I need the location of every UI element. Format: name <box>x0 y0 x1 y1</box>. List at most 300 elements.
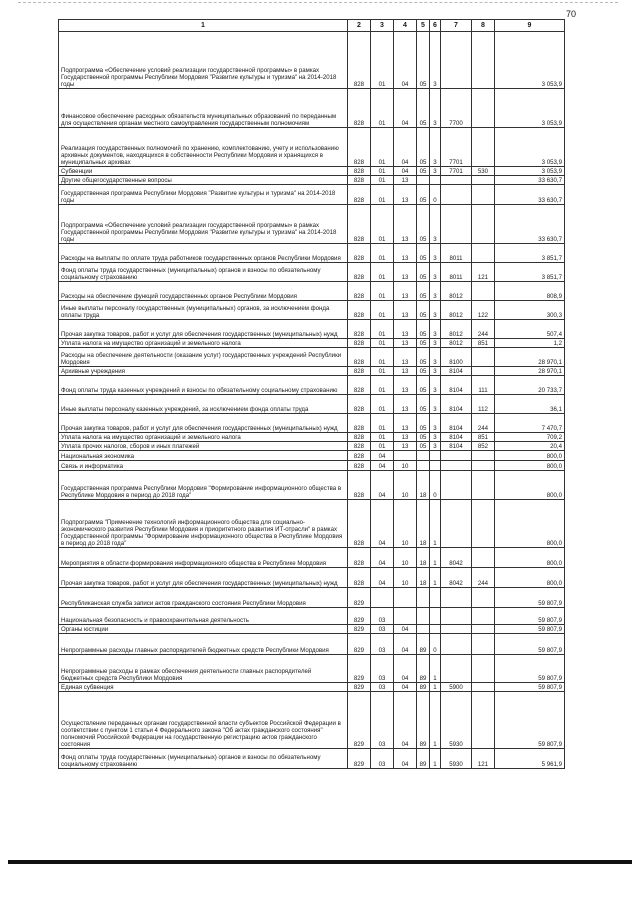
table-row <box>59 282 565 301</box>
cell-section: 01 <box>371 339 394 348</box>
cell-amount: 1,2 <box>495 339 565 348</box>
row-description: Расходы на выплаты по оплате труда работников государственных органов Республики Мордовия <box>59 244 348 263</box>
cell-program: 05 <box>417 367 430 376</box>
cell-program: 89 <box>417 692 430 749</box>
cell-amount: 800,0 <box>495 500 565 548</box>
cell-expense-type <box>472 625 495 634</box>
cell-expense-type: 244 <box>472 320 495 339</box>
row-description: Непрограммные расходы главных распорядителей бюджетных средств Республики Мордовия <box>59 634 348 655</box>
cell-ministry: 828 <box>348 442 371 451</box>
row-description: Национальная безопасность и правоохранительная деятельность <box>59 608 348 625</box>
cell-program: 05 <box>417 442 430 451</box>
cell-article: 8104 <box>441 367 472 376</box>
cell-amount: 20,4 <box>495 442 565 451</box>
cell-ministry: 828 <box>348 32 371 89</box>
table-row <box>59 451 565 461</box>
cell-program: 05 <box>417 89 430 128</box>
cell-subsection: 13 <box>394 395 417 414</box>
cell-article: 8011 <box>441 263 472 282</box>
cell-program: 89 <box>417 683 430 692</box>
cell-subprogram: 3 <box>430 395 441 414</box>
table-row <box>59 433 565 442</box>
cell-ministry: 829 <box>348 625 371 634</box>
cell-expense-type: 121 <box>472 263 495 282</box>
cell-program: 05 <box>417 414 430 433</box>
cell-ministry: 829 <box>348 634 371 655</box>
cell-section: 01 <box>371 185 394 205</box>
cell-section: 01 <box>371 320 394 339</box>
header-col-4: 4 <box>394 20 417 32</box>
cell-ministry: 828 <box>348 500 371 548</box>
cell-subsection: 13 <box>394 320 417 339</box>
cell-amount: 800,0 <box>495 471 565 500</box>
cell-expense-type <box>472 548 495 568</box>
cell-ministry: 829 <box>348 588 371 608</box>
cell-article: 8104 <box>441 442 472 451</box>
cell-section: 01 <box>371 433 394 442</box>
cell-article <box>441 176 472 185</box>
cell-section: 04 <box>371 461 394 471</box>
cell-amount: 800,0 <box>495 461 565 471</box>
table-row <box>59 176 565 185</box>
cell-ministry: 828 <box>348 348 371 367</box>
cell-subsection: 10 <box>394 500 417 548</box>
cell-ministry: 828 <box>348 395 371 414</box>
cell-amount: 709,2 <box>495 433 565 442</box>
cell-article <box>441 451 472 461</box>
cell-subsection <box>394 588 417 608</box>
header-col-7: 7 <box>441 20 472 32</box>
cell-ministry: 828 <box>348 176 371 185</box>
cell-article: 8012 <box>441 339 472 348</box>
cell-ministry: 828 <box>348 89 371 128</box>
cell-subprogram: 3 <box>430 320 441 339</box>
scan-bottom-edge <box>8 860 632 864</box>
cell-program <box>417 588 430 608</box>
cell-program <box>417 625 430 634</box>
cell-ministry: 828 <box>348 320 371 339</box>
row-description: Осуществление переданных органам государственной власти субъектов Российской Федерации в соответствии с пунктом 1 статьи 4 Федерального закона "Об актах гражданского состояния" полномочий Российской Федерации на государственную регистрацию актов гражданского состояния <box>59 692 348 749</box>
cell-amount: 33 630,7 <box>495 185 565 205</box>
budget-table <box>58 19 565 769</box>
cell-section: 01 <box>371 167 394 176</box>
cell-subprogram: 0 <box>430 471 441 500</box>
cell-subsection: 04 <box>394 167 417 176</box>
cell-ministry: 829 <box>348 608 371 625</box>
cell-ministry: 828 <box>348 301 371 320</box>
row-description: Государственная программа Республики Мордовия "Формирование информационного общества в Республике Мордовия в период до 2018 года" <box>59 471 348 500</box>
row-description: Уплата налога на имущество организаций и земельного налога <box>59 433 348 442</box>
cell-amount: 5 961,9 <box>495 749 565 769</box>
row-description: Иные выплаты персоналу государственных (муниципальных) органов, за исключением фонда оплаты труда <box>59 301 348 320</box>
cell-section: 01 <box>371 442 394 451</box>
cell-subsection: 04 <box>394 749 417 769</box>
cell-subsection: 13 <box>394 442 417 451</box>
cell-article: 5900 <box>441 683 472 692</box>
cell-program: 05 <box>417 376 430 395</box>
cell-article: 8042 <box>441 568 472 588</box>
cell-ministry: 828 <box>348 433 371 442</box>
cell-subprogram: 3 <box>430 263 441 282</box>
table-row <box>59 442 565 451</box>
cell-expense-type <box>472 692 495 749</box>
row-description: Прочая закупка товаров, работ и услуг для обеспечения государственных (муниципальных) нужд <box>59 568 348 588</box>
cell-section: 01 <box>371 32 394 89</box>
cell-ministry: 828 <box>348 185 371 205</box>
cell-amount: 59 807,9 <box>495 608 565 625</box>
table-row <box>59 205 565 244</box>
cell-amount: 300,3 <box>495 301 565 320</box>
table-row <box>59 244 565 263</box>
table-row <box>59 634 565 655</box>
cell-expense-type: 530 <box>472 167 495 176</box>
cell-article: 5930 <box>441 749 472 769</box>
cell-section: 01 <box>371 176 394 185</box>
cell-ministry: 828 <box>348 367 371 376</box>
page-number: 70 <box>566 9 577 19</box>
cell-ministry: 828 <box>348 471 371 500</box>
cell-amount: 36,1 <box>495 395 565 414</box>
cell-article <box>441 588 472 608</box>
cell-amount: 3 053,9 <box>495 89 565 128</box>
cell-subsection: 13 <box>394 376 417 395</box>
row-description: Единая субвенция <box>59 683 348 692</box>
cell-subprogram: 1 <box>430 568 441 588</box>
cell-program <box>417 451 430 461</box>
cell-subprogram: 3 <box>430 414 441 433</box>
cell-amount: 59 807,9 <box>495 692 565 749</box>
row-description: Фонд оплаты труда государственных (муниципальных) органов и взносы по обязательному социальному страхованию <box>59 749 348 769</box>
cell-subsection: 13 <box>394 301 417 320</box>
row-description: Органы юстиции <box>59 625 348 634</box>
cell-expense-type <box>472 244 495 263</box>
cell-program <box>417 461 430 471</box>
row-description: Уплата налога на имущество организаций и земельного налога <box>59 339 348 348</box>
cell-program: 05 <box>417 301 430 320</box>
row-description: Фонд оплаты труда казенных учреждений и взносы по обязательному социальному страхованию <box>59 376 348 395</box>
cell-subsection: 04 <box>394 692 417 749</box>
cell-subsection: 04 <box>394 634 417 655</box>
cell-program: 05 <box>417 205 430 244</box>
cell-program: 89 <box>417 655 430 683</box>
cell-article <box>441 461 472 471</box>
cell-expense-type <box>472 205 495 244</box>
cell-expense-type: 851 <box>472 339 495 348</box>
cell-subprogram: 0 <box>430 634 441 655</box>
row-description: Финансовое обеспечение расходных обязательств муниципальных образований по переданным для осуществления органам местного самоуправления государственным полномочиям <box>59 89 348 128</box>
cell-ministry: 828 <box>348 414 371 433</box>
cell-expense-type: 122 <box>472 301 495 320</box>
cell-ministry: 828 <box>348 244 371 263</box>
cell-program: 18 <box>417 548 430 568</box>
cell-ministry: 828 <box>348 205 371 244</box>
cell-subprogram: 3 <box>430 348 441 367</box>
table-row <box>59 414 565 433</box>
table-row <box>59 461 565 471</box>
row-description: Фонд оплаты труда государственных (муниципальных) органов и взносы по обязательному социальному страхованию <box>59 263 348 282</box>
cell-subprogram <box>430 608 441 625</box>
cell-ministry: 828 <box>348 548 371 568</box>
cell-amount: 800,0 <box>495 548 565 568</box>
cell-subprogram: 1 <box>430 548 441 568</box>
cell-amount: 3 053,9 <box>495 167 565 176</box>
table-row <box>59 167 565 176</box>
cell-ministry: 829 <box>348 655 371 683</box>
table-row <box>59 185 565 205</box>
cell-section: 04 <box>371 471 394 500</box>
cell-subprogram <box>430 588 441 608</box>
cell-article <box>441 32 472 89</box>
cell-amount: 59 807,9 <box>495 625 565 634</box>
cell-ministry: 829 <box>348 683 371 692</box>
cell-section: 01 <box>371 205 394 244</box>
cell-amount: 28 970,1 <box>495 367 565 376</box>
cell-article: 7701 <box>441 167 472 176</box>
cell-expense-type <box>472 500 495 548</box>
cell-section: 03 <box>371 625 394 634</box>
row-description: Подпрограмма «Обеспечение условий реализации государственной программы» в рамках Государственной программы Республики Мордовия "Развитие культуры и туризма" на 2014-2018 годы <box>59 205 348 244</box>
cell-article: 8012 <box>441 282 472 301</box>
header-row <box>59 20 565 32</box>
cell-program <box>417 608 430 625</box>
cell-subprogram: 3 <box>430 301 441 320</box>
cell-section: 01 <box>371 376 394 395</box>
cell-amount: 3 851,7 <box>495 263 565 282</box>
table-row <box>59 89 565 128</box>
cell-ministry: 828 <box>348 568 371 588</box>
cell-ministry: 828 <box>348 376 371 395</box>
cell-program: 05 <box>417 282 430 301</box>
cell-section: 03 <box>371 692 394 749</box>
cell-section <box>371 588 394 608</box>
cell-subprogram: 3 <box>430 282 441 301</box>
cell-amount: 7 470,7 <box>495 414 565 433</box>
cell-program: 05 <box>417 339 430 348</box>
cell-amount: 59 807,9 <box>495 634 565 655</box>
cell-expense-type: 244 <box>472 568 495 588</box>
cell-subsection: 10 <box>394 548 417 568</box>
cell-program: 89 <box>417 749 430 769</box>
cell-expense-type <box>472 367 495 376</box>
cell-amount: 59 807,9 <box>495 655 565 683</box>
table-row <box>59 471 565 500</box>
cell-ministry: 828 <box>348 167 371 176</box>
table-row <box>59 568 565 588</box>
cell-subprogram <box>430 451 441 461</box>
cell-amount: 3 053,9 <box>495 128 565 167</box>
cell-subprogram: 1 <box>430 500 441 548</box>
cell-section: 04 <box>371 500 394 548</box>
cell-amount: 800,0 <box>495 451 565 461</box>
cell-expense-type <box>472 683 495 692</box>
table-row <box>59 395 565 414</box>
cell-subsection: 04 <box>394 655 417 683</box>
cell-amount: 800,0 <box>495 568 565 588</box>
cell-subsection: 13 <box>394 348 417 367</box>
cell-subprogram: 3 <box>430 128 441 167</box>
table-row <box>59 548 565 568</box>
table-row <box>59 263 565 282</box>
cell-expense-type <box>472 89 495 128</box>
table-row <box>59 683 565 692</box>
cell-expense-type <box>472 461 495 471</box>
cell-article: 7701 <box>441 128 472 167</box>
cell-ministry: 828 <box>348 339 371 348</box>
cell-program: 05 <box>417 348 430 367</box>
header-col-3: 3 <box>371 20 394 32</box>
cell-article: 8104 <box>441 376 472 395</box>
cell-subsection <box>394 451 417 461</box>
cell-article <box>441 500 472 548</box>
cell-subprogram: 3 <box>430 376 441 395</box>
cell-amount: 33 630,7 <box>495 205 565 244</box>
cell-subsection: 04 <box>394 32 417 89</box>
cell-subsection: 13 <box>394 433 417 442</box>
header-col-9: 9 <box>495 20 565 32</box>
cell-section: 03 <box>371 634 394 655</box>
cell-amount: 28 970,1 <box>495 348 565 367</box>
cell-section: 01 <box>371 263 394 282</box>
header-col-2: 2 <box>348 20 371 32</box>
cell-subprogram: 3 <box>430 89 441 128</box>
cell-expense-type <box>472 282 495 301</box>
cell-program: 18 <box>417 568 430 588</box>
cell-program: 05 <box>417 244 430 263</box>
table-row <box>59 301 565 320</box>
cell-section: 01 <box>371 282 394 301</box>
cell-section: 01 <box>371 301 394 320</box>
table-row <box>59 128 565 167</box>
cell-subprogram: 1 <box>430 692 441 749</box>
cell-amount: 33 630,7 <box>495 176 565 185</box>
cell-subsection: 13 <box>394 263 417 282</box>
cell-subprogram: 3 <box>430 167 441 176</box>
cell-ministry: 828 <box>348 128 371 167</box>
row-description: Мероприятия в области формирования информационного общества в Республике Мордовия <box>59 548 348 568</box>
row-description: Расходы на обеспечение деятельности (оказание услуг) государственных учреждений Республики Мордовия <box>59 348 348 367</box>
cell-ministry: 828 <box>348 461 371 471</box>
cell-section: 01 <box>371 414 394 433</box>
row-description: Реализация государственных полномочий по хранению, комплектованию, учету и использованию архивных документов, находящихся в собственности Республики Мордовия и хранящихся в муниципальных архивах <box>59 128 348 167</box>
cell-subprogram: 1 <box>430 683 441 692</box>
cell-article <box>441 655 472 683</box>
cell-program <box>417 176 430 185</box>
cell-section: 03 <box>371 608 394 625</box>
cell-program: 05 <box>417 433 430 442</box>
cell-article: 8011 <box>441 244 472 263</box>
cell-subsection: 13 <box>394 367 417 376</box>
cell-expense-type <box>472 588 495 608</box>
row-description: Подпрограмма "Применение технологий информационного общества для социально-экономического развития Республики Мордовия и приоритетного развития ИТ-отрасли" в рамках Государственной программы "Формирование информационного общества в Республике Мордовия в период до 2018 года" <box>59 500 348 548</box>
cell-article: 8012 <box>441 320 472 339</box>
cell-subsection: 13 <box>394 205 417 244</box>
cell-section: 03 <box>371 749 394 769</box>
cell-amount: 808,9 <box>495 282 565 301</box>
row-description: Национальная экономика <box>59 451 348 461</box>
row-description: Иные выплаты персоналу казенных учреждений, за исключением фонда оплаты труда <box>59 395 348 414</box>
cell-article: 8012 <box>441 301 472 320</box>
cell-program: 05 <box>417 32 430 89</box>
cell-expense-type <box>472 348 495 367</box>
cell-subsection: 13 <box>394 282 417 301</box>
row-description: Республиканская служба записи актов гражданского состояния Республики Мордовия <box>59 588 348 608</box>
table-row <box>59 692 565 749</box>
cell-program: 05 <box>417 263 430 282</box>
cell-expense-type: 111 <box>472 376 495 395</box>
row-description: Архивные учреждения <box>59 367 348 376</box>
cell-ministry: 828 <box>348 263 371 282</box>
cell-subprogram: 3 <box>430 367 441 376</box>
cell-expense-type: 852 <box>472 442 495 451</box>
cell-expense-type <box>472 471 495 500</box>
cell-article <box>441 185 472 205</box>
cell-expense-type: 121 <box>472 749 495 769</box>
cell-article: 5930 <box>441 692 472 749</box>
row-description: Государственная программа Республики Мордовия "Развитие культуры и туризма" на 2014-2018 годы <box>59 185 348 205</box>
cell-subsection: 13 <box>394 244 417 263</box>
table-row <box>59 320 565 339</box>
cell-section: 03 <box>371 683 394 692</box>
table-row <box>59 588 565 608</box>
cell-ministry: 829 <box>348 692 371 749</box>
table-body <box>59 32 565 769</box>
cell-program: 89 <box>417 634 430 655</box>
cell-subsection: 10 <box>394 471 417 500</box>
table-row <box>59 376 565 395</box>
cell-subsection: 10 <box>394 461 417 471</box>
cell-article <box>441 634 472 655</box>
table-row <box>59 32 565 89</box>
cell-section: 01 <box>371 348 394 367</box>
cell-program: 18 <box>417 500 430 548</box>
cell-subsection: 04 <box>394 683 417 692</box>
table-row <box>59 625 565 634</box>
cell-subsection: 13 <box>394 176 417 185</box>
table-row <box>59 367 565 376</box>
row-description: Уплата прочих налогов, сборов и иных платежей <box>59 442 348 451</box>
cell-subsection: 13 <box>394 414 417 433</box>
cell-article <box>441 625 472 634</box>
cell-article: 8100 <box>441 348 472 367</box>
cell-section: 04 <box>371 548 394 568</box>
cell-program: 05 <box>417 185 430 205</box>
row-description: Субвенции <box>59 167 348 176</box>
cell-section: 01 <box>371 89 394 128</box>
cell-subprogram: 3 <box>430 433 441 442</box>
cell-program: 05 <box>417 167 430 176</box>
cell-section: 03 <box>371 655 394 683</box>
cell-subsection: 10 <box>394 568 417 588</box>
header-col-1: 1 <box>59 20 348 32</box>
cell-program: 05 <box>417 320 430 339</box>
cell-article: 8042 <box>441 548 472 568</box>
row-description: Прочая закупка товаров, работ и услуг для обеспечения государственных (муниципальных) нужд <box>59 320 348 339</box>
cell-article <box>441 608 472 625</box>
header-col-8: 8 <box>472 20 495 32</box>
table-row <box>59 749 565 769</box>
table-row <box>59 608 565 625</box>
cell-subprogram: 0 <box>430 185 441 205</box>
cell-section: 01 <box>371 244 394 263</box>
cell-subprogram: 3 <box>430 442 441 451</box>
cell-section: 01 <box>371 128 394 167</box>
cell-subprogram <box>430 625 441 634</box>
cell-expense-type <box>472 176 495 185</box>
cell-subprogram: 3 <box>430 339 441 348</box>
cell-subsection: 04 <box>394 89 417 128</box>
row-description: Расходы на обеспечение функций государственных органов Республики Мордовия <box>59 282 348 301</box>
cell-article <box>441 205 472 244</box>
